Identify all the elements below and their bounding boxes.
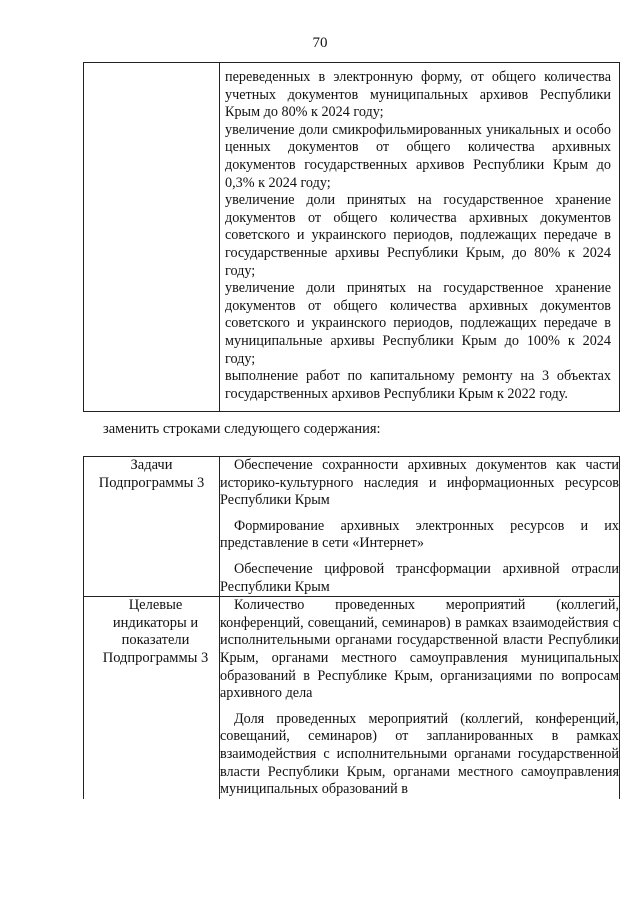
paragraph: Количество проведенных мероприятий (коллегий, конференций, совещаний, семинаров) в рамках взаимодействия с исполнительными органами государственной власти Республики Крым, органами местного самоуправления муниципальных образований в Республике Крым, организациями по вопросам архивного дела	[220, 597, 619, 702]
continued-table	[83, 62, 620, 412]
table-row	[84, 597, 620, 799]
paragraph: Обеспечение цифровой трансформации архивной отрасли Республики Крым	[220, 560, 619, 595]
target-list	[220, 63, 619, 411]
list-item: увеличение доли принятых на государственное хранение документов от общего количества архивных документов советского и украинского периодов, подлежащих передаче в государственные архивы Республики Крым, до 80% к 2024 году;	[225, 192, 611, 279]
row-label-tasks: Задачи Подпрограммы 3	[84, 457, 220, 597]
paragraph: Формирование архивных электронных ресурсов и их представление в сети «Интернет»	[220, 517, 619, 552]
row-content-tasks	[220, 457, 620, 597]
replace-instruction: заменить строками следующего содержания:	[103, 421, 381, 437]
replacement-table	[83, 456, 620, 799]
paragraph: Обеспечение сохранности архивных документов как части историко-культурного наследия и информационных ресурсов Республики Крым	[220, 457, 619, 509]
list-item: увеличение доли принятых на государственное хранение документов от общего количества архивных документов советского и украинского периодов, подлежащих передаче в муниципальные архивы Республики Крым до 100% к 2024 году;	[225, 280, 611, 367]
table-row	[84, 63, 620, 412]
paragraph: Доля проведенных мероприятий (коллегий, конференций, совещаний, семинаров) от запланированных в рамках взаимодействия с исполнительными органами государственной власти Республики Крым, органами местного самоуправления муниципальных образований в	[220, 710, 619, 798]
row-content-indicators	[220, 597, 620, 799]
table-row	[84, 457, 620, 597]
list-item: выполнение работ по капитальному ремонту на 3 объектах государственных архивов Республики Крым к 2022 году.	[225, 368, 611, 402]
list-item: увеличение доли смикрофильмированных уникальных и особо ценных документов от общего количества архивных документов государственных архивов Республики Крым до 0,3% к 2024 году;	[225, 121, 611, 191]
row-label-indicators: Целевые индикаторы и показатели Подпрограммы 3	[84, 597, 220, 799]
list-item: переведенных в электронную форму, от общего количества учетных документов муниципальных архивов Республики Крым до 80% к 2024 году;	[225, 69, 611, 121]
table-right-cell	[220, 63, 620, 412]
table-left-cell	[84, 63, 220, 412]
page-number: 70	[312, 35, 328, 51]
